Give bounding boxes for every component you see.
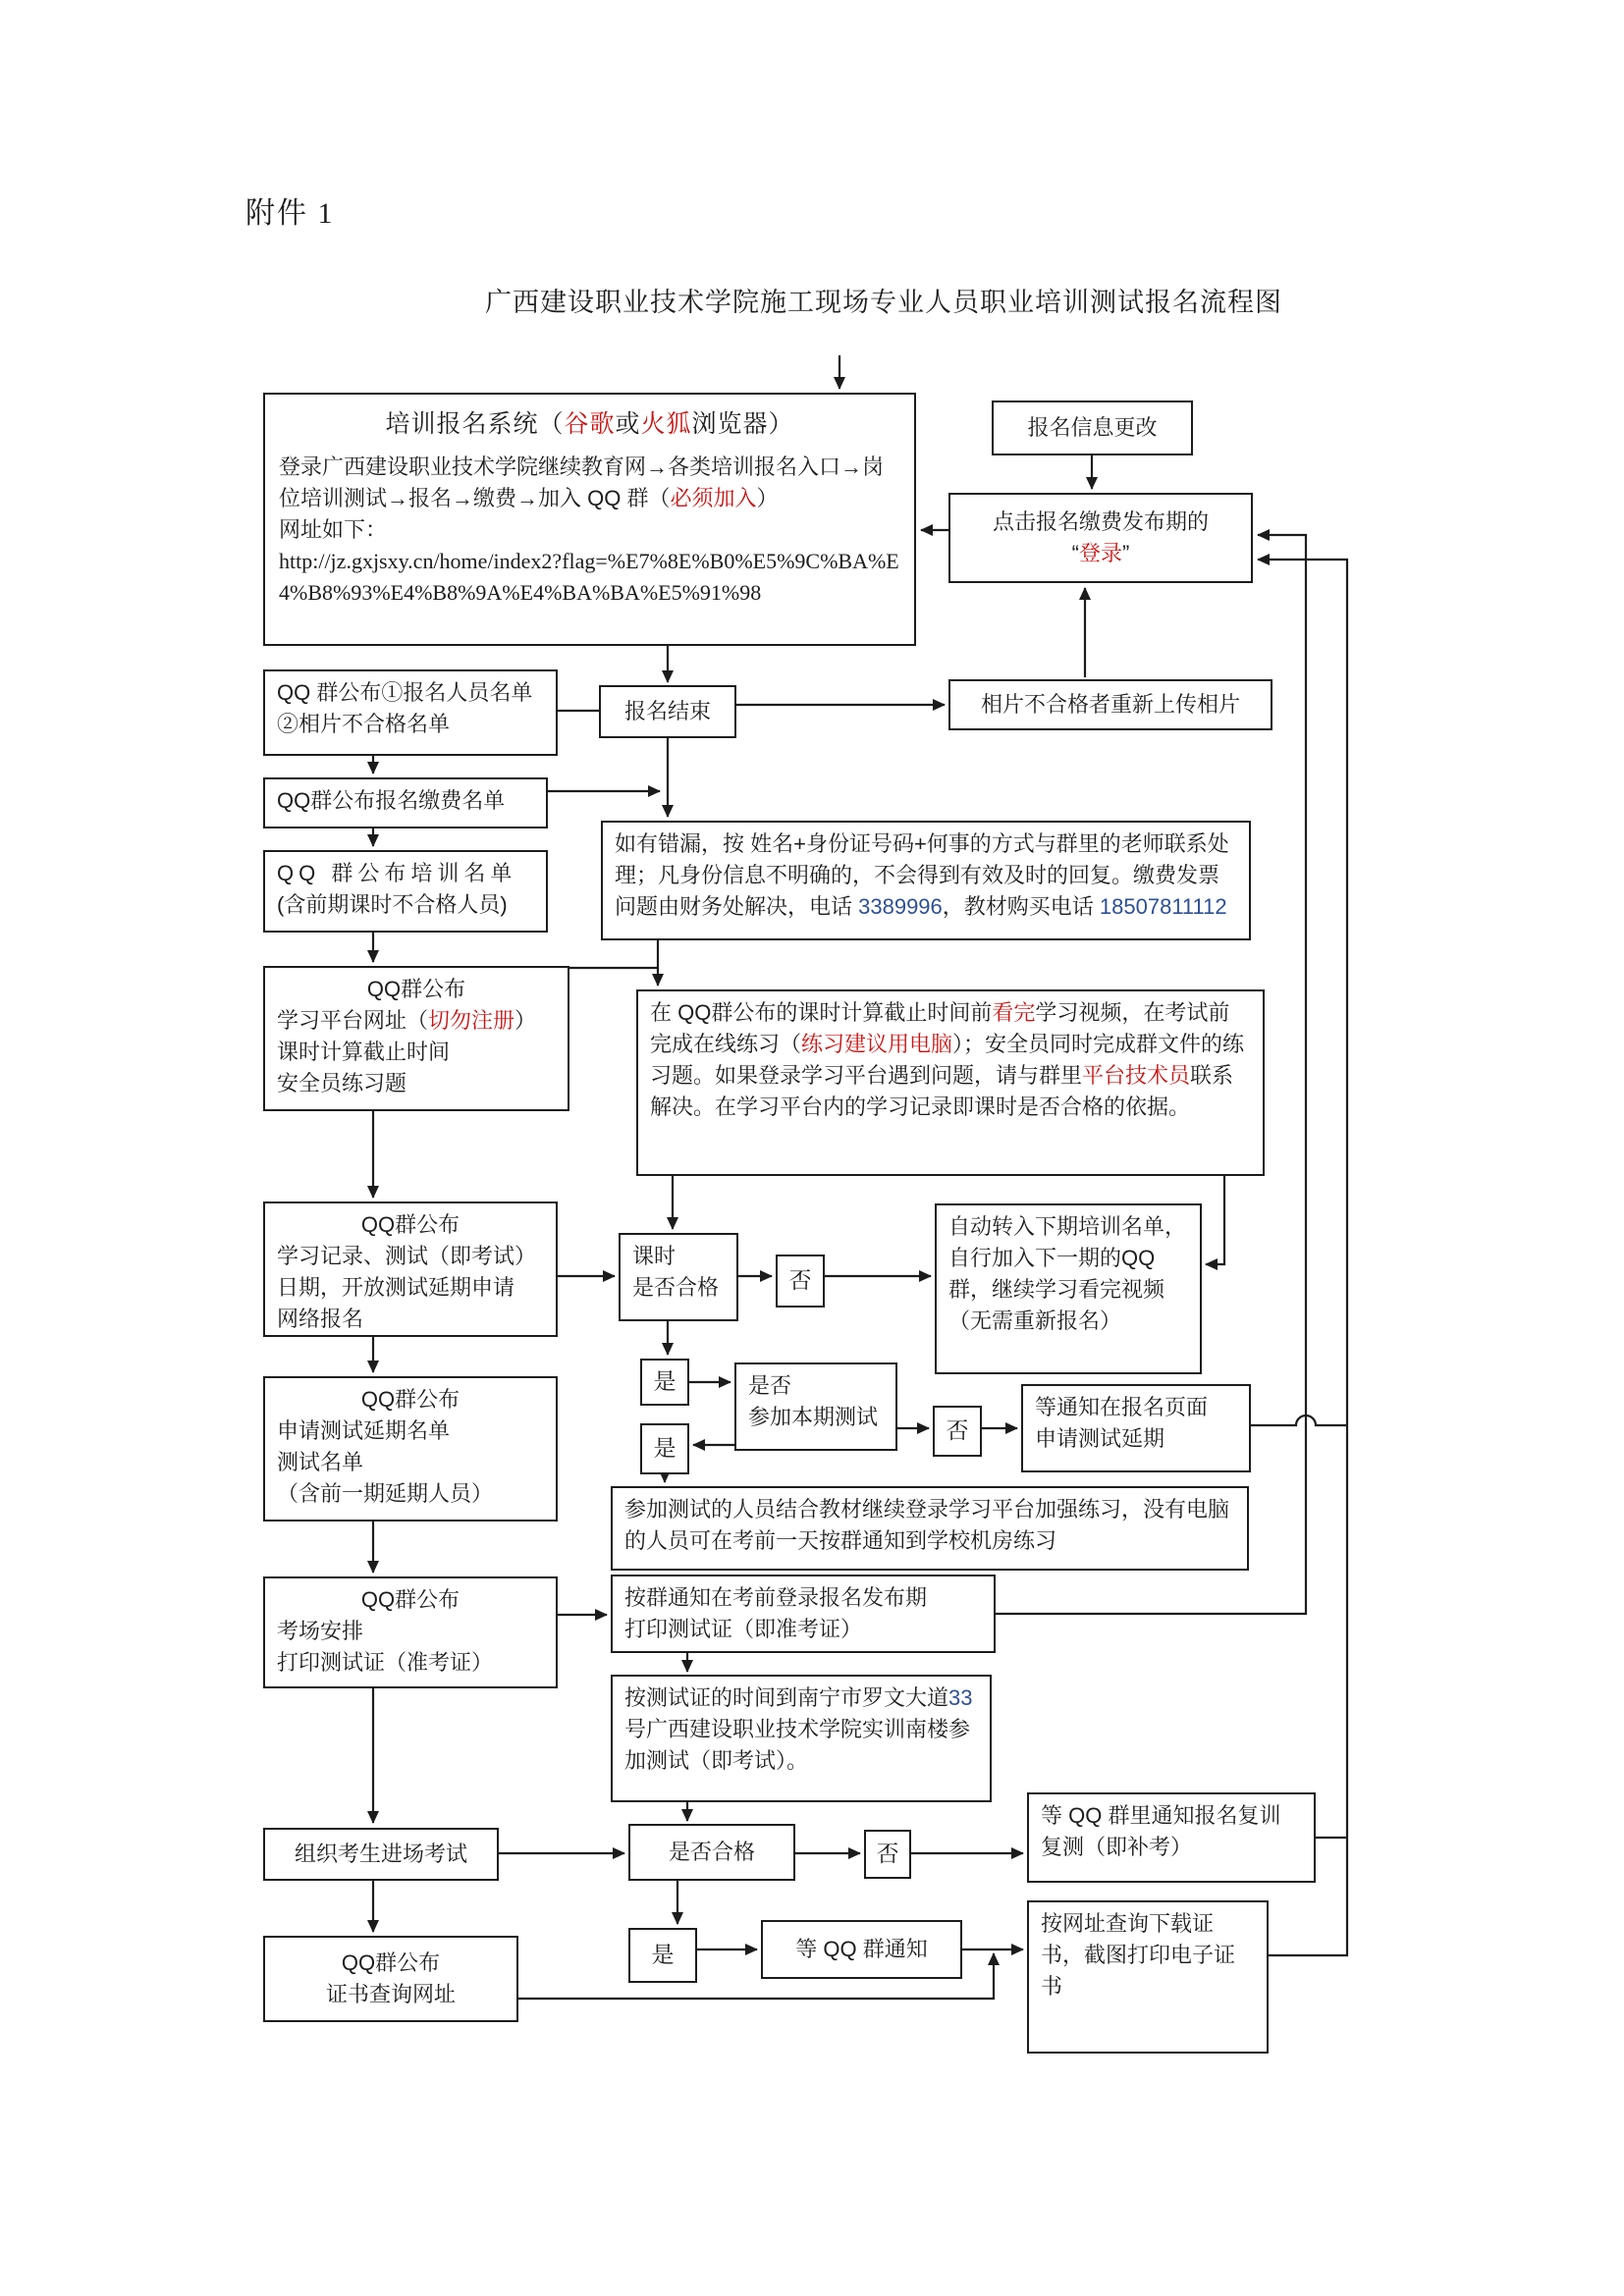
node-login-click: 点击报名缴费发布期的 “登录” (948, 493, 1253, 583)
arrow-download-up-to-login (1258, 560, 1347, 1955)
node-yes3: 是 (628, 1928, 697, 1983)
node-qq-record: QQ群公布 学习记录、测试（即考试） 日期，开放测试延期申请 网络报名 (263, 1201, 558, 1337)
training-system-heading: 培训报名系统（谷歌或火狐浏览器） (385, 410, 794, 438)
node-study-rules: 在 QQ群公布的课时计算截止时间前看完学习视频，在考试前完成在线练习（练习建议用电脑）；安全员同时完成群文件的练习题。如果登录学习平台遇到问题，请与群里平台技术员联系解决。在学习平台内的学习记录即课时是否合格的依据。 (636, 989, 1265, 1176)
arrow-studyrules-to-autonext (1206, 1176, 1224, 1264)
node-join-test: 是否 参加本期测试 (734, 1362, 897, 1451)
node-hours-check: 课时 是否合格 (619, 1233, 738, 1321)
diagram-title: 广西建设职业技术学院施工现场专业人员职业培训测试报名流程图 (485, 288, 1282, 317)
line-waitdelay-hop (1251, 1415, 1347, 1425)
node-retrain: 等 QQ 群里通知报名复训复测（即补考） (1027, 1792, 1316, 1883)
node-training-system (263, 393, 916, 646)
node-qq-exam: QQ群公布 考场安排 打印测试证（准考证） (263, 1576, 558, 1688)
node-practice: 参加测试的人员结合教材继续登录学习平台加强练习，没有电脑的人员可在考前一天按群通知到学校机房练习 (611, 1486, 1249, 1571)
node-yes1: 是 (640, 1359, 689, 1406)
node-qq-delay: QQ群公布 申请测试延期名单 测试名单 （含前一期延期人员） (263, 1376, 558, 1522)
attachment-label: 附件 1 (245, 197, 335, 230)
node-qq-platform: QQ群公布 学习平台网址（切勿注册） 课时计算截止时间 安全员练习题 (263, 966, 569, 1111)
node-no3: 否 (864, 1830, 911, 1879)
node-photo-retry: 相片不合格者重新上传相片 (948, 679, 1272, 730)
node-organize: 组织考生进场考试 (263, 1828, 499, 1881)
node-download-cert: 按网址查询下载证书，截图打印电子证书 (1027, 1900, 1269, 2054)
node-info-change: 报名信息更改 (992, 400, 1193, 455)
node-print-cert: 按群通知在考前登录报名发布期 打印测试证（即准考证） (611, 1575, 996, 1653)
node-no2: 否 (933, 1406, 982, 1457)
training-system-body: 登录广西建设职业技术学院继续教育网→各类培训报名入口→岗位培训测试→报名→缴费→加入 QQ 群（必须加入） 网址如下： http://jz.gxjsxy.cn/home/index2?flag=%E7%8E%B0%E5%9C%BA%E4%B8%93%E4%B8%9A%E4%BA%BA%E5%91%98 (279, 454, 899, 605)
node-cert-query: QQ群公布 证书查询网址 (263, 1936, 518, 2022)
node-exam-location: 按测试证的时间到南宁市罗文大道33号广西建设职业技术学院实训南楼参加测试（即考试）。 (611, 1675, 992, 1802)
node-reg-end: 报名结束 (599, 685, 736, 738)
node-wait-qq: 等 QQ 群通知 (761, 1920, 962, 1979)
node-qq-list1: QQ 群公布①报名人员名单②相片不合格名单 (263, 669, 558, 756)
node-wait-delay: 等通知在报名页面 申请测试延期 (1021, 1384, 1251, 1472)
node-pass-check: 是否合格 (628, 1824, 795, 1881)
node-qq-pay: QQ群公布报名缴费名单 (263, 777, 548, 828)
node-no1: 否 (776, 1255, 825, 1308)
node-qq-train: QQ 群公布培训名单 (含前期课时不合格人员) (263, 850, 548, 933)
node-auto-next: 自动转入下期培训名单，自行加入下一期的QQ群，继续学习看完视频（无需重新报名） (935, 1203, 1202, 1374)
node-error-contact: 如有错漏，按 姓名+身份证号码+何事的方式与群里的老师联系处理；凡身份信息不明确的，不会得到有效及时的回复。缴费发票问题由财务处解决，电话 3389996，教材购买电话 18507811112 (601, 821, 1251, 940)
node-yes2: 是 (640, 1423, 689, 1474)
